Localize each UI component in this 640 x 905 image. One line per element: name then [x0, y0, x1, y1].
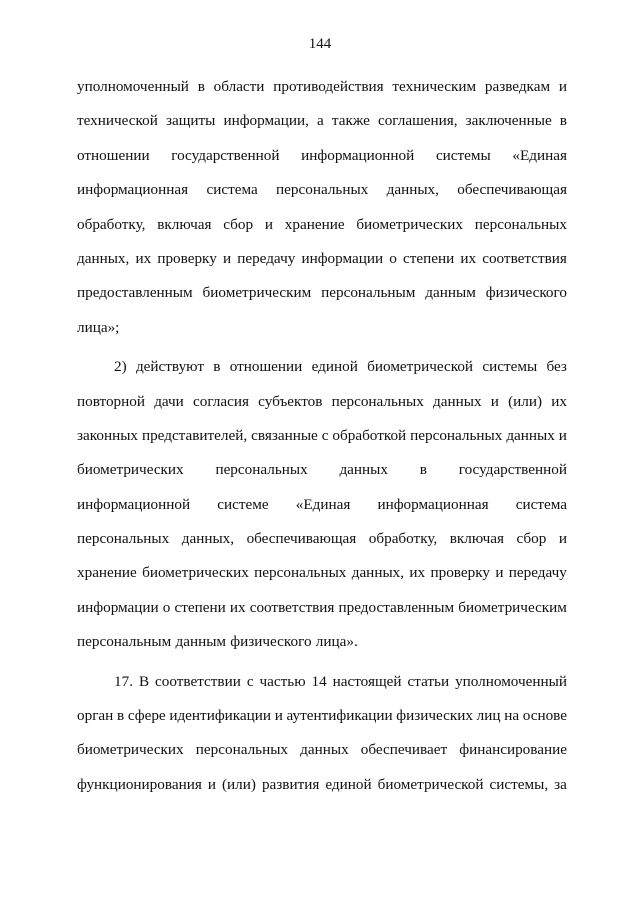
- word: (или): [221, 775, 256, 793]
- word: функционирования: [77, 775, 202, 793]
- word: биометрических: [142, 564, 249, 582]
- word: государственной: [458, 461, 567, 479]
- word: частью: [259, 672, 306, 690]
- paragraph: [77, 77, 567, 352]
- word: сбор: [516, 530, 547, 548]
- word: соответствия: [249, 598, 335, 616]
- word: 14: [311, 672, 327, 690]
- word: биометрических: [77, 461, 184, 479]
- word: биометрической: [377, 775, 484, 793]
- word: биометрических: [77, 741, 184, 759]
- word: уполномоченный: [455, 672, 567, 690]
- word: предоставленным: [77, 284, 193, 302]
- word: идентификации: [169, 707, 272, 725]
- text-line: [77, 495, 567, 529]
- word: отношении: [229, 358, 303, 376]
- document-body: [77, 77, 567, 809]
- word: их: [409, 564, 426, 582]
- word: системы: [435, 146, 491, 164]
- word: и: [558, 530, 567, 548]
- word: представителей,: [141, 426, 248, 444]
- word: включая: [449, 530, 504, 548]
- word: персональным: [77, 633, 172, 651]
- word: персональных: [410, 426, 503, 444]
- word: хранение: [77, 564, 137, 582]
- word: персональных: [77, 530, 170, 548]
- text-line: [77, 426, 567, 460]
- word: информационной: [77, 495, 191, 513]
- page-number: 144: [308, 36, 332, 52]
- word: данным: [175, 633, 227, 651]
- word: лиц: [476, 707, 501, 725]
- word: единой: [325, 775, 372, 793]
- text-line: [77, 180, 567, 214]
- word: информационная: [77, 181, 189, 199]
- text-line: [77, 77, 567, 111]
- word: аутентификации: [286, 707, 393, 725]
- word: (или): [508, 392, 543, 410]
- word: их: [229, 598, 246, 616]
- paragraph: [77, 357, 567, 667]
- word: предоставленным: [338, 598, 455, 616]
- word: дачи: [154, 392, 184, 410]
- word: технической: [77, 112, 158, 130]
- word: о: [162, 598, 171, 616]
- word: данных: [506, 426, 555, 444]
- word: на: [504, 707, 520, 725]
- word: «Единая: [512, 146, 567, 164]
- word: данных: [339, 461, 388, 479]
- text-line: [77, 111, 567, 145]
- text-line: [77, 563, 567, 597]
- word: их: [551, 392, 567, 410]
- word: статьи: [407, 672, 450, 690]
- word: разведкам: [484, 78, 551, 95]
- word: лица»;: [77, 318, 120, 336]
- word: настоящей: [332, 672, 402, 690]
- word: и: [222, 249, 232, 267]
- word: основе: [522, 707, 567, 725]
- word: данных,: [77, 249, 130, 267]
- word: и: [558, 426, 567, 444]
- text-line: [77, 775, 567, 809]
- word: «Единая: [295, 495, 351, 513]
- word: персональным: [321, 284, 416, 302]
- word: биометрическим: [202, 284, 312, 302]
- word: В: [138, 672, 150, 690]
- word: система: [515, 495, 567, 513]
- word: а: [317, 112, 324, 130]
- word: государственной: [171, 146, 280, 164]
- word: 2): [114, 358, 127, 376]
- word: действуют: [135, 358, 204, 376]
- word: и: [495, 564, 504, 582]
- text-line: [77, 215, 567, 249]
- word: включая: [157, 215, 212, 233]
- text-line: [77, 529, 567, 563]
- word: данных,: [351, 564, 405, 582]
- word: данных: [300, 741, 349, 759]
- word: информационной: [301, 146, 415, 164]
- word: и: [274, 707, 283, 725]
- word: биометрической: [367, 358, 474, 376]
- word: передачу: [508, 564, 567, 582]
- word: 17.: [114, 672, 133, 690]
- word: обработку,: [368, 530, 438, 548]
- text-line: [77, 283, 567, 317]
- word: и: [490, 392, 499, 410]
- word: их: [135, 249, 152, 267]
- word: заключенные: [465, 112, 552, 130]
- text-line: [77, 249, 567, 283]
- word: также: [331, 112, 370, 130]
- word: обеспечивает: [360, 741, 448, 759]
- text-line: [77, 357, 567, 391]
- word: соглашения,: [377, 112, 458, 130]
- word: персональных: [276, 181, 369, 199]
- word: согласия: [193, 392, 249, 410]
- word: физического: [485, 284, 567, 302]
- word: с: [246, 672, 254, 690]
- word: за: [554, 775, 567, 793]
- word: биометрических: [356, 215, 463, 233]
- word: их: [460, 249, 477, 267]
- word: информационная: [377, 495, 489, 513]
- word: и: [264, 215, 273, 233]
- word: области: [213, 78, 265, 95]
- word: и: [207, 775, 216, 793]
- word: степени: [174, 598, 226, 616]
- word: обработку,: [77, 215, 146, 233]
- word: соответствии: [155, 672, 241, 690]
- word: сфере: [127, 707, 166, 725]
- word: орган: [77, 707, 114, 725]
- word: в: [213, 358, 221, 376]
- word: сбор: [223, 215, 254, 233]
- word: персональных: [331, 392, 424, 410]
- text-line: [77, 392, 567, 426]
- word: в: [116, 707, 125, 725]
- word: хранение: [284, 215, 345, 233]
- word: проверку: [157, 249, 217, 267]
- word: проверку: [430, 564, 490, 582]
- word: единой: [311, 358, 358, 376]
- word: и: [558, 78, 567, 95]
- word: системы,: [489, 775, 549, 793]
- word: в: [559, 112, 567, 130]
- word: субъектов: [258, 392, 323, 410]
- word: системы: [482, 358, 538, 376]
- word: связанные: [251, 426, 318, 444]
- word: физических: [396, 707, 473, 725]
- text-line: [77, 632, 567, 666]
- word: передачу: [237, 249, 296, 267]
- word: о: [389, 249, 397, 267]
- word: данных: [433, 392, 482, 410]
- text-line: [77, 740, 567, 774]
- word: информации: [301, 249, 384, 267]
- word: степени: [402, 249, 455, 267]
- word: финансирование: [459, 741, 567, 759]
- word: системе: [217, 495, 269, 513]
- text-line: [77, 672, 567, 706]
- word: техническим: [392, 78, 477, 95]
- text-line: [77, 318, 567, 352]
- word: обеспечивающая: [457, 181, 567, 199]
- text-line: [77, 706, 567, 740]
- word: в: [197, 78, 205, 95]
- word: данных,: [181, 530, 235, 548]
- word: персональных: [195, 741, 289, 759]
- word: соответствия: [482, 249, 567, 267]
- word: с: [321, 426, 329, 444]
- word: персональных: [254, 564, 347, 582]
- word: повторной: [77, 392, 145, 410]
- word: система: [206, 181, 258, 199]
- word: информации,: [223, 112, 309, 130]
- word: данным: [425, 284, 476, 302]
- text-line: [77, 146, 567, 180]
- word: защиты: [165, 112, 216, 130]
- word: физического: [230, 633, 312, 651]
- word: данных,: [386, 181, 439, 199]
- word: биометрическим: [458, 598, 567, 616]
- word: обработкой: [332, 426, 407, 444]
- word: обеспечивающая: [246, 530, 357, 548]
- word: развития: [261, 775, 320, 793]
- word: уполномоченный: [77, 78, 189, 95]
- word: информации: [77, 598, 159, 616]
- word: лица».: [315, 633, 358, 651]
- word: отношении: [77, 146, 150, 164]
- text-line: [77, 598, 567, 632]
- word: персональных: [474, 215, 567, 233]
- word: персональных: [215, 461, 308, 479]
- word: противодействия: [273, 78, 384, 95]
- word: в: [419, 461, 427, 479]
- word: без: [546, 358, 567, 376]
- word: законных: [77, 426, 138, 444]
- text-line: [77, 460, 567, 494]
- paragraph: [77, 672, 567, 810]
